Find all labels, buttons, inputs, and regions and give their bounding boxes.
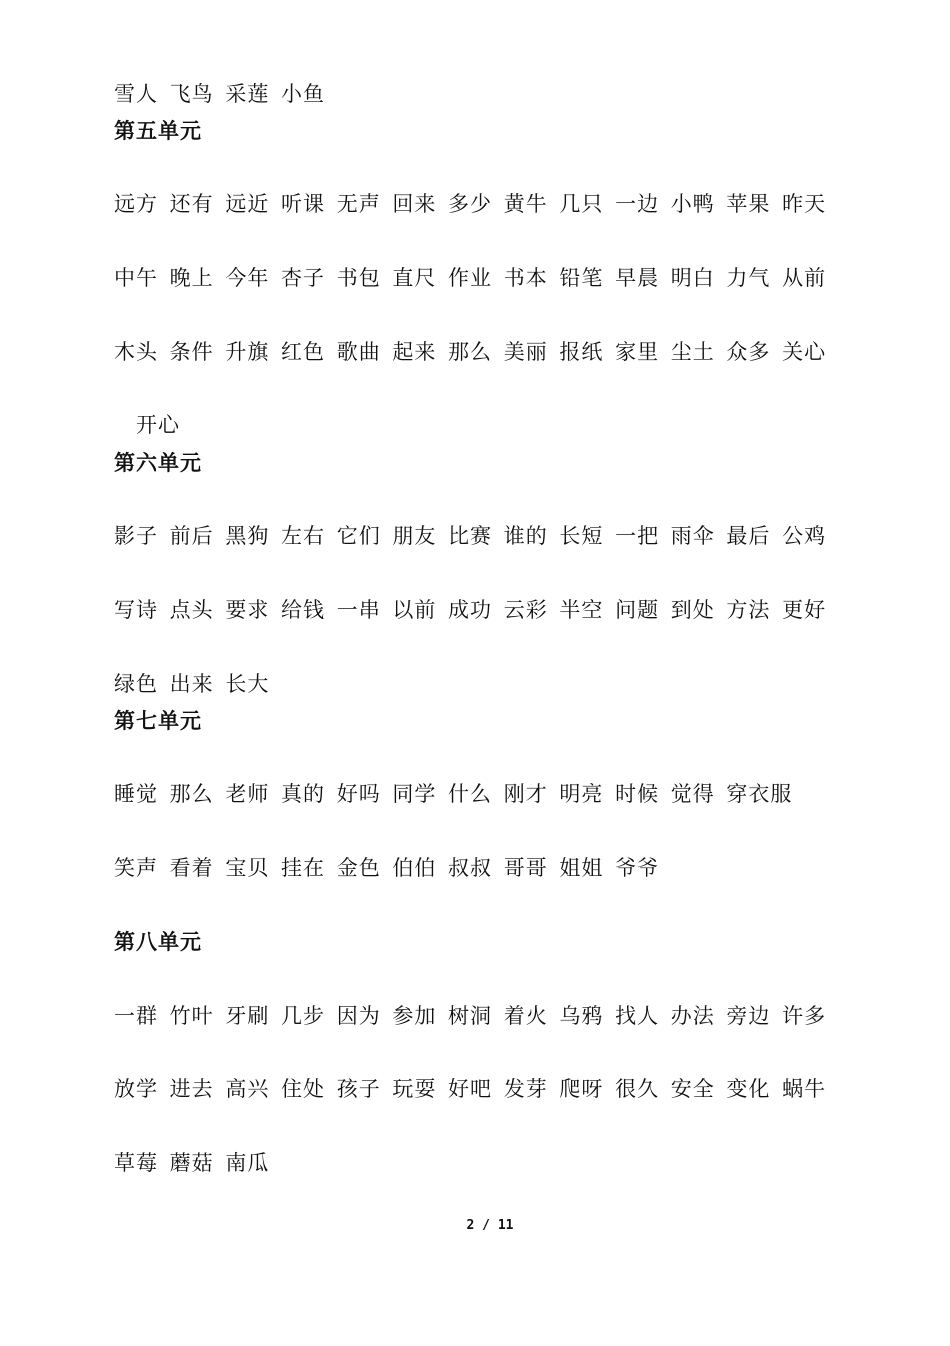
unit-8-line-2: 放学 进去 高兴 住处 孩子 玩耍 好吧 发芽 爬呀 很久 安全 变化 蜗牛 [114,1077,827,1101]
unit-6-line-3: 绿色 出来 长大 [114,672,270,696]
unit-5-heading: 第五单元 [114,119,202,143]
unit-8-line-3: 草莓 蘑菇 南瓜 [114,1151,270,1175]
unit-7-line-1: 睡觉 那么 老师 真的 好吗 同学 什么 刚才 明亮 时候 觉得 穿衣服 [114,782,793,806]
unit-8-line-1: 一群 竹叶 牙刷 几步 因为 参加 树洞 着火 乌鸦 找人 办法 旁边 许多 [114,1004,827,1028]
intro-word-line: 雪人 飞鸟 采莲 小鱼 [114,82,326,106]
unit-6-heading: 第六单元 [114,451,202,475]
unit-6-line-2: 写诗 点头 要求 给钱 一串 以前 成功 云彩 半空 问题 到处 方法 更好 [114,598,827,622]
unit-8-heading: 第八单元 [114,930,202,954]
unit-5-line-4: 开心 [136,413,180,437]
unit-7-line-2: 笑声 看着 宝贝 挂在 金色 伯伯 叔叔 哥哥 姐姐 爷爷 [114,856,660,880]
unit-7-heading: 第七单元 [114,709,202,733]
unit-6-line-1: 影子 前后 黑狗 左右 它们 朋友 比赛 谁的 长短 一把 雨伞 最后 公鸡 [114,524,827,548]
page-number: 2 / 11 [466,1218,514,1233]
unit-5-line-2: 中午 晚上 今年 杏子 书包 直尺 作业 书本 铅笔 早晨 明白 力气 从前 [114,266,827,290]
unit-5-line-1: 远方 还有 远近 听课 无声 回来 多少 黄牛 几只 一边 小鸭 苹果 昨天 [114,192,827,216]
unit-5-line-3: 木头 条件 升旗 红色 歌曲 起来 那么 美丽 报纸 家里 尘土 众多 关心 [114,340,827,364]
